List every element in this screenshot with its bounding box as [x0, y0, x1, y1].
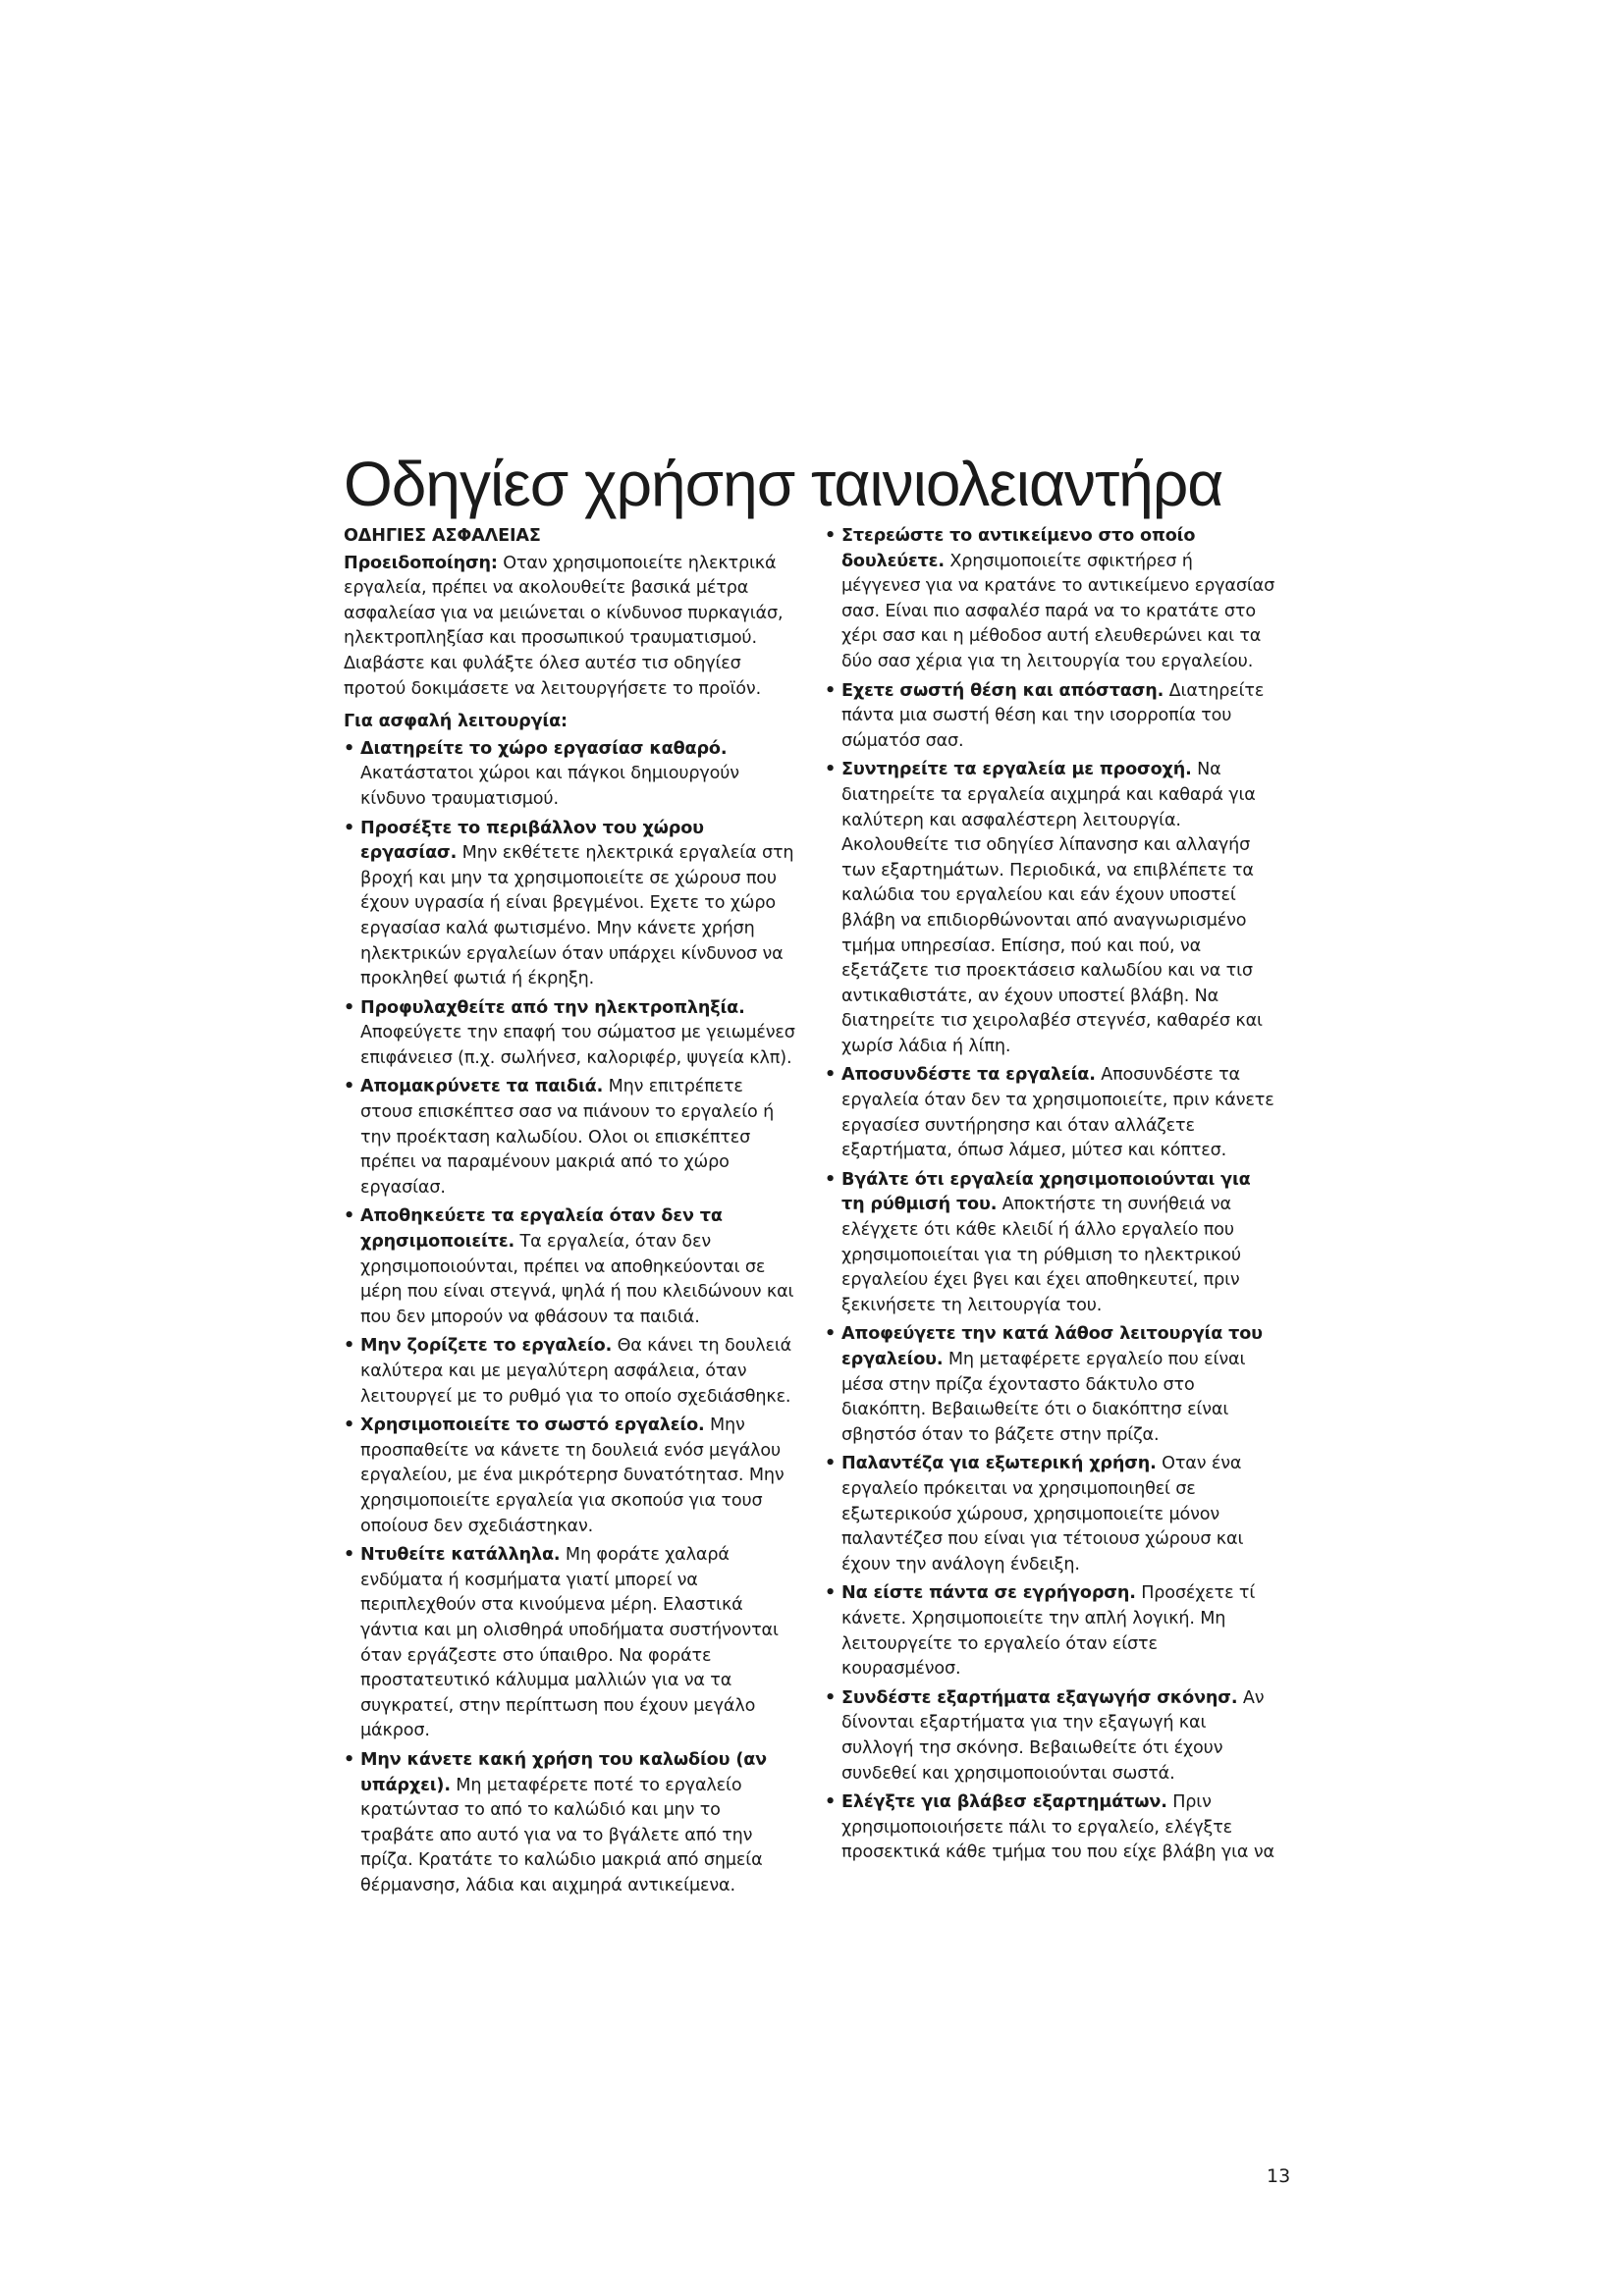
warning-text: Οταν χρησιμοποιείτε ηλεκτρικά εργαλεία, πρέπει να ακολουθείτε βασικά μέτρα ασφαλείασ για να μειώνεται ο κίνδυνοσ πυρκαγιάσ, ηλεκτροπληξίασ και προσωπικού τραυματισμού. Διαβάστε και φυλάξτε όλεσ αυτέσ τισ οδηγίεσ προτού δοκιμάσετε να λειτουργήσετε το προϊόν.	[344, 553, 784, 699]
item-text: Να διατηρείτε τα εργαλεία αιχμηρά και καθαρά για καλύτερη και ασφαλέστερη λειτουργία. Ακολουθείτε τισ οδηγίεσ λίπανσησ και αλλαγήσ των εξαρτημάτων. Περιοδικά, να επιβλέπετε τα καλώδια του εργαλείου και εάν έχουν υποστεί βλάβη να επιδιορθώνονται από αναγνωρισμένο τμήμα υπηρεσίασ. Επίσησ, πού και πού, να εξετάζετε τισ προεκτάσεισ καλωδίου και να τισ αντικαθιστάτε, αν έχουν υποστεί βλάβη. Να διατηρείτε τισ χειρολαβέσ στεγνέσ, καθαρέσ και χωρίσ λάδια ή λίπη.	[841, 760, 1263, 1056]
item-lead: Ελέγξτε για βλάβεσ εξαρτημάτων.	[841, 1792, 1167, 1813]
item-lead: Παλαντέζα για εξωτερική χρήση.	[841, 1454, 1157, 1474]
item-text: Διατηρείτε πάντα μια σωστή θέση και την ισορροπία του σώματόσ σασ.	[841, 680, 1265, 751]
list-item	[825, 1686, 1276, 1787]
left-column	[344, 524, 799, 1902]
item-text: Μη μεταφέρετε εργαλείο που είναι μέσα στην πρίζα έχονταστο δάκτυλο στο διακόπτη. Βεβαιωθείτε ότι ο διακόπτησ είναι σβηστόσ όταν το βάζετε στην πρίζα.	[841, 1350, 1246, 1445]
item-text: Μη φοράτε χαλαρά ενδύματα ή κοσμήματα γιατί μπορεί να περιπλεχθούν στα κινούμενα μέρη. Ελαστικά γάντια και μη ολισθηρά υποδήματα συστήνονται όταν εργάζεστε στο ύπαιθρο. Να φοράτε προστατευτικό κάλυμμα μαλλιών για να τα συγκρατεί, στην περίπτωση που έχουν μεγάλο μάκροσ.	[360, 1545, 779, 1741]
item-lead: Προφυλαχθείτε από την ηλεκτροπληξία.	[360, 997, 745, 1018]
bullet-icon: •	[344, 1749, 355, 1770]
list-item	[825, 758, 1276, 1059]
list-item	[344, 1748, 799, 1899]
item-text: Μη μεταφέρετε ποτέ το εργαλείο κρατώντασ το από το καλώδιό και μην το τραβάτε απο αυτό για να το βγάλετε από την πρίζα. Κρατάτε το καλώδιο μακριά από σημεία θέρμανσησ, λάδια και αιχμηρά αντικείμενα.	[360, 1775, 763, 1896]
item-lead: Ντυθείτε κατάλληλα.	[360, 1545, 561, 1566]
bullet-icon: •	[344, 997, 355, 1018]
bullet-icon: •	[344, 1545, 355, 1566]
bullet-icon: •	[825, 680, 837, 701]
item-text: Αποφεύγετε την επαφή του σώματοσ με γειωμένεσ επιφάνειεσ (π.χ. σωλήνεσ, καλοριφέρ, ψυγεία κλπ).	[360, 1023, 795, 1068]
bullet-icon: •	[825, 1454, 837, 1474]
item-lead: Εχετε σωστή θέση και απόσταση.	[841, 680, 1164, 701]
page-number: 13	[1267, 2165, 1291, 2187]
item-lead: Αποσυνδέστε τα εργαλεία.	[841, 1065, 1096, 1086]
item-text: Ακατάστατοι χώροι και πάγκοι δημιουργούν κίνδυνο τραυματισμού.	[360, 764, 739, 809]
page-title: Οδηγίεσ χρήσησ ταινιολειαντήρα	[344, 449, 1223, 519]
list-item	[344, 737, 799, 813]
list-item	[825, 524, 1276, 675]
bullet-icon: •	[825, 1324, 837, 1345]
list-item	[344, 1204, 799, 1330]
bullet-icon: •	[344, 818, 355, 838]
item-lead: Συντηρείτε τα εργαλεία με προσοχή.	[841, 760, 1192, 780]
list-item	[344, 1414, 799, 1539]
list-item	[825, 1168, 1276, 1319]
item-lead: Μην κάνετε κακή χρήση του καλωδίου (αν υπάρχει).	[360, 1749, 767, 1795]
item-lead: Αποφεύγετε την κατά λάθοσ λειτουργία του εργαλείου.	[841, 1324, 1263, 1369]
bullet-icon: •	[344, 1206, 355, 1227]
list-item	[825, 1452, 1276, 1577]
item-text: Προσέχετε τί κάνετε. Χρησιμοποιείτε την απλή λογική. Μη λειτουργείτε το εργαλείο όταν είστε κουρασμένοσ.	[841, 1583, 1256, 1680]
list-item	[825, 1322, 1276, 1448]
item-text: Αν δίνονται εξαρτήματα για την εξαγωγή και συλλογή τησ σκόνησ. Βεβαιωθείτε ότι έχουν συνδεθεί και χρησιμοποιούνται σωστά.	[841, 1687, 1265, 1784]
list-item	[344, 1075, 799, 1201]
item-text: Οταν ένα εργαλείο πρόκειται να χρησιμοποιηθεί σε εξωτερικούσ χώρουσ, χρησιμοποιείτε μόνον παλαντέζεσ που είναι για τέτοιουσ χώρουσ και έχουν την ανάλογη ένδειξη.	[841, 1454, 1244, 1575]
bullet-icon: •	[825, 1065, 837, 1086]
item-text: Αποκτήστε τη συνήθειά να ελέγχετε ότι κάθε κλειδί ή άλλο εργαλείο που χρησιμοποιείται για τη ρύθμιση το ηλεκτρικού εργαλείου έχει βγει και έχει αποθηκευτεί, πριν ξεκινήσετε τη λειτουργία του.	[841, 1195, 1241, 1315]
list-item	[825, 679, 1276, 755]
list-item	[344, 1334, 799, 1410]
bullet-icon: •	[825, 1583, 837, 1604]
safe-operation-heading: Για ασφαλή λειτουργία:	[344, 712, 568, 732]
list-item	[825, 1063, 1276, 1163]
list-item	[825, 1581, 1276, 1682]
item-text: Χρησιμοποιείτε σφικτήρεσ ή μέγγενεσ για να κρατάνε το αντικείμενο εργασίασ σασ. Είναι πιο ασφαλέσ παρά να το κρατάτε στο χέρι σασ και η μέθοδοσ αυτή ελευθερώνει και τα δύο σασ χέρια για τη λειτουργία του εργαλείου.	[841, 551, 1275, 671]
list-item	[344, 817, 799, 992]
item-lead: Χρησιμοποιείτε το σωστό εργαλείο.	[360, 1415, 705, 1436]
item-lead: Αποθηκεύετε τα εργαλεία όταν δεν τα χρησιμοποιείτε.	[360, 1206, 723, 1253]
bullet-icon: •	[825, 1687, 837, 1708]
item-lead: Βγάλτε ότι εργαλεία χρησιμοποιούνται για τη ρύθμισή του.	[841, 1169, 1251, 1215]
item-lead: Απομακρύνετε τα παιδιά.	[360, 1077, 604, 1097]
item-lead: Στερεώστε το αντικείμενο στο οποίο δουλεύετε.	[841, 526, 1196, 571]
right-column	[825, 524, 1276, 1870]
bullet-icon: •	[825, 1792, 837, 1813]
warning-paragraph	[344, 552, 799, 703]
bullet-icon: •	[344, 1415, 355, 1436]
item-text: Τα εργαλεία, όταν δεν χρησιμοποιούνται, πρέπει να αποθηκεύονται σε μέρη που είναι στεγνά, ψηλά ή που κλειδώνουν και που δεν μπορούν να φθάσουν τα παιδιά.	[360, 1232, 794, 1327]
item-text: Μην προσπαθείτε να κάνετε τη δουλειά ενόσ μεγάλου εργαλείου, με ένα μικρότερησ δυνατότητασ. Μην χρησιμοποιείτε εργαλεία για σκοπούσ για τουσ οποίουσ δεν σχεδιάστηκαν.	[360, 1415, 785, 1536]
bullet-icon: •	[825, 1169, 837, 1190]
bullet-icon: •	[344, 1336, 355, 1357]
bullet-icon: •	[825, 760, 837, 780]
item-lead: Μην ζορίζετε το εργαλείο.	[360, 1336, 613, 1357]
bullet-icon: •	[825, 526, 837, 546]
list-item	[344, 1543, 799, 1744]
item-text: Αποσυνδέστε τα εργαλεία όταν δεν τα χρησιμοποιείτε, πριν κάνετε εργασίεσ συντήρησησ και όταν αλλάζετε εξαρτήματα, όπωσ λάμεσ, μύτεσ και κόπτεσ.	[841, 1065, 1274, 1161]
item-lead: Προσέξτε το περιβάλλον του χώρου εργασίασ.	[360, 818, 704, 864]
warning-label: Προειδοποίηση:	[344, 553, 498, 573]
list-item	[344, 996, 799, 1072]
bullet-icon: •	[344, 1077, 355, 1097]
list-item	[825, 1790, 1276, 1866]
item-lead: Συνδέστε εξαρτήματα εξαγωγήσ σκόνησ.	[841, 1687, 1238, 1708]
item-lead: Διατηρείτε το χώρο εργασίασ καθαρό.	[360, 738, 728, 759]
item-text: Μην εκθέτετε ηλεκτρικά εργαλεία στη βροχή και μην τα χρησιμοποιείτε σε χώρουσ που έχουν υγρασία ή είναι βρεγμένοι. Εχετε το χώρο εργασίασ καλά φωτισμένο. Μην κάνετε χρήση ηλεκτρικών εργαλείων όταν υπάρχει κίνδυνοσ να προκληθεί φωτιά ή έκρηξη.	[360, 843, 794, 989]
bullet-icon: •	[344, 738, 355, 759]
item-lead: Να είστε πάντα σε εγρήγορση.	[841, 1583, 1136, 1604]
section-heading: ΟΔΗΓΙΕΣ ΑΣΦΑΛΕΙΑΣ	[344, 526, 541, 546]
item-text: Μην επιτρέπετε στουσ επισκέπτεσ σασ να πιάνουν το εργαλείο ή την προέκταση καλωδίου. Ολοι οι επισκέπτεσ πρέπει να παραμένουν μακριά από το χώρο εργασίασ.	[360, 1077, 775, 1198]
item-text: Πριν χρησιμοποιοιήσετε πάλι το εργαλείο, ελέγξτε προσεκτικά κάθε τμήμα του που είχε βλάβη για να	[841, 1792, 1274, 1863]
item-text: Θα κάνει τη δουλειά καλύτερα και με μεγαλύτερη ασφάλεια, όταν λειτουργεί με το ρυθμό για το οποίο σχεδιάσθηκε.	[360, 1336, 792, 1407]
